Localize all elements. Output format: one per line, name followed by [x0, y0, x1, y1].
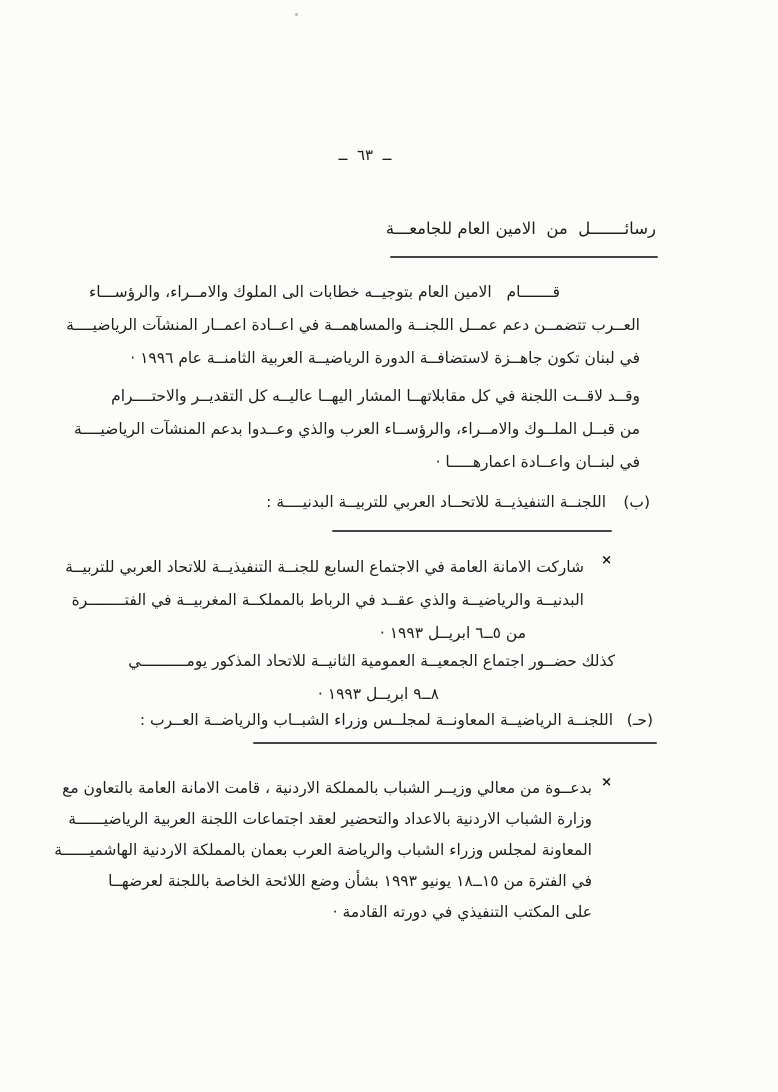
paragraph-line: في الفترة من ١٥ــ١٨ يونيو ١٩٩٣ بشأن وضع اللائحة الخاصة باللجنة لعرضهــا [108, 872, 592, 890]
bullet-x-marker: × [601, 553, 612, 568]
section-b-bullet-paragraph [65, 551, 584, 650]
section-b-underline [332, 530, 612, 532]
section-b-heading: اللجنــة التنفيذيــة للاتحــاد العربي للتربيــة البدنيــــة : [266, 493, 606, 511]
section-j-label: (حـ) [626, 711, 653, 729]
paragraph-1 [66, 276, 640, 375]
page-number: ــ ٦٣ ــ [338, 146, 392, 164]
paragraph-line: ٨ــ٩ ابريــل ١٩٩٣ · [317, 685, 439, 703]
section-j-underline [253, 742, 657, 744]
section-j-heading: اللجنــة الرياضيــة المعاونــة لمجلــس وزراء الشبــاب والرياضــة العــرب : [139, 711, 613, 729]
paragraph-line: في لبنــان واعــادة اعمارهـــــا · [435, 453, 640, 471]
paragraph-2 [74, 380, 640, 479]
paragraph-line: على المكتب التنفيذي في دورته القادمة · [332, 903, 592, 921]
paragraph-line: قـــــــام الامين العام بتوجيــه خطابات الى الملوك والامــراء، والرؤســـاء [88, 283, 560, 301]
document-title: رسائـــــــل من الامين العام للجامعـــة [385, 219, 656, 238]
bullet-x-marker: × [601, 775, 612, 790]
title-underline [390, 256, 658, 258]
paragraph-line: العــرب تتضمــن دعم عمــل اللجنــة والمساهمــة في اعــادة اعمــار المنشآت الرياضيــــة [66, 316, 640, 334]
paragraph-line: من ٥ــ٦ ابريــل ١٩٩٣ · [379, 624, 526, 642]
section-b-label: (ب) [623, 493, 650, 511]
paragraph-line: المعاونة لمجلس وزراء الشباب والرياضة العرب بعمان بالمملكة الاردنية الهاشميــــــة [54, 841, 592, 859]
paragraph-line: شاركت الامانة العامة في الاجتماع السابع للجنــة التنفيذيــة للاتحاد العربي للتربيــة [65, 558, 584, 576]
paragraph-line: كذلك حضــور اجتماع الجمعيــة العمومية الثانيــة للاتحاد المذكور يومــــــــــي [128, 652, 615, 670]
paragraph-line: وزارة الشباب الاردنية بالاعداد والتحضير لعقد اجتماعات اللجنة العربية الرياضيــــــة [68, 810, 592, 828]
section-b-followup-paragraph [128, 645, 615, 711]
paragraph-line: بدعــوة من معالي وزيــر الشباب بالمملكة الاردنية ، قامت الامانة العامة بالتعاون مع [62, 779, 592, 797]
section-j-bullet-paragraph [54, 773, 592, 928]
paragraph-line: وقــد لاقــت اللجنة في كل مقابلاتهــا المشار اليهــا عاليــه كل التقديــر والاحتــــرام [111, 387, 640, 405]
paragraph-line: في لبنان تكون جاهــزة لاستضافــة الدورة الرياضيــة العربية الثامنــة عام ١٩٩٦ · [130, 349, 640, 367]
paragraph-line: من قبــل الملــوك والامــراء، والرؤســاء العرب والذي وعــدوا بدعم المنشآت الرياضيــــة [74, 420, 640, 438]
scan-speck [295, 13, 298, 16]
paragraph-line: البدنيــة والرياضيــة والذي عقــد في الرباط بالمملكــة المغربيــة في الفتــــــــرة [71, 591, 584, 609]
